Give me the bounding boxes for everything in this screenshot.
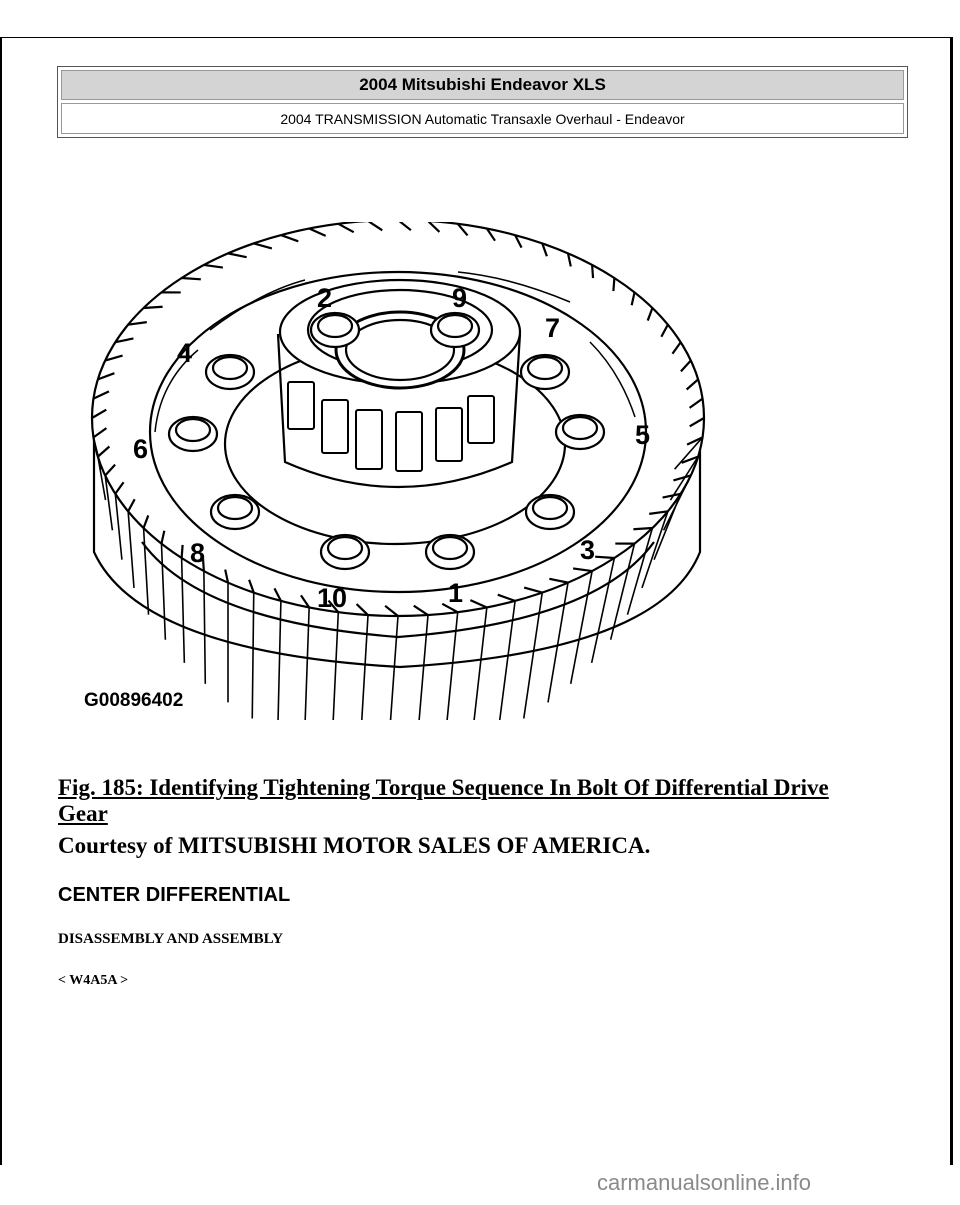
header-title: 2004 Mitsubishi Endeavor XLS bbox=[61, 70, 904, 100]
bolt-label-9: 9 bbox=[452, 283, 468, 313]
differential-drive-gear-illustration bbox=[80, 222, 720, 720]
gear-body bbox=[92, 222, 704, 720]
bolt-label-5: 5 bbox=[635, 420, 651, 450]
bolt-label-4: 4 bbox=[177, 338, 193, 368]
figure-caption[interactable] bbox=[58, 775, 908, 827]
document-header bbox=[57, 66, 908, 138]
watermark: carmanualsonline.info bbox=[597, 1170, 812, 1195]
bolt-label-6: 6 bbox=[133, 434, 149, 464]
figure-code: G00896402 bbox=[84, 690, 184, 711]
header-subtitle: 2004 TRANSMISSION Automatic Transaxle Overhaul - Endeavor bbox=[61, 103, 904, 134]
gear-figure bbox=[80, 222, 720, 720]
figure-caption-link-line2[interactable]: Gear bbox=[58, 801, 108, 826]
bolt-label-3: 3 bbox=[580, 535, 596, 565]
bolt-label-1: 1 bbox=[448, 578, 464, 608]
figure-courtesy: Courtesy of MITSUBISHI MOTOR SALES OF AMERICA. bbox=[58, 833, 651, 858]
bolt-label-2: 2 bbox=[317, 283, 333, 313]
bolt-label-10: 10 bbox=[317, 583, 348, 613]
figure-caption-link[interactable]: Fig. 185: Identifying Tightening Torque Sequence In Bolt Of Differential Drive bbox=[58, 775, 829, 800]
model-code: < W4A5A > bbox=[58, 973, 129, 988]
section-subtitle: DISASSEMBLY AND ASSEMBLY bbox=[58, 931, 284, 947]
bolt-label-8: 8 bbox=[190, 538, 206, 568]
section-title: CENTER DIFFERENTIAL bbox=[58, 884, 291, 906]
bolt-label-7: 7 bbox=[545, 313, 561, 343]
